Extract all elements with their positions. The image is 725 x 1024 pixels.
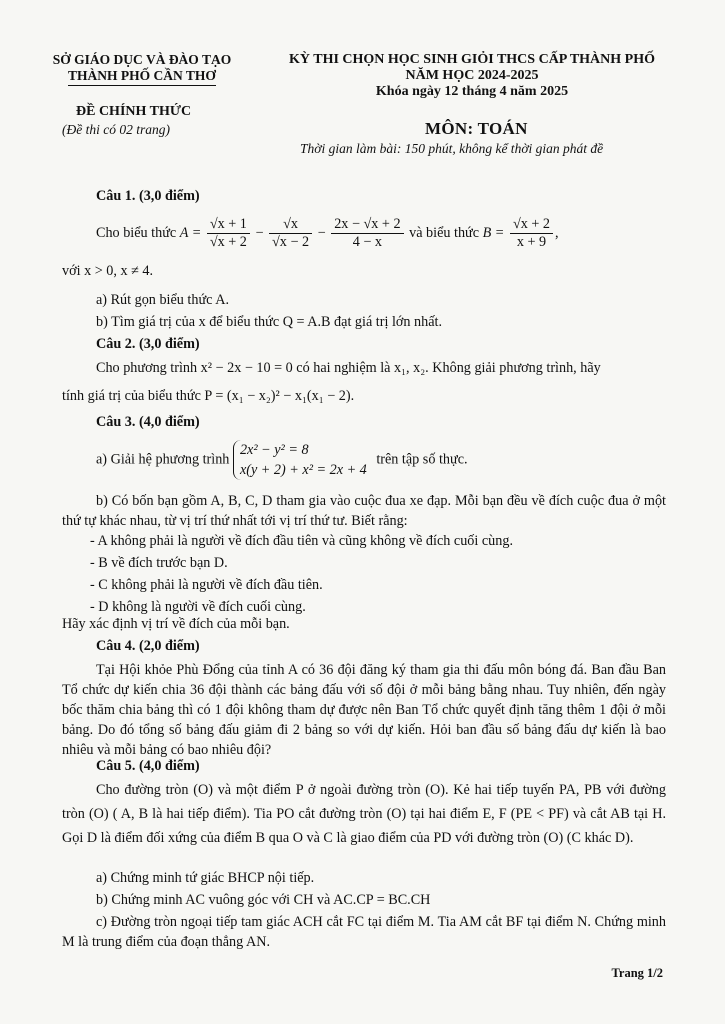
q3-a-suffix: trên tập số thực.	[376, 451, 468, 468]
official-label: ĐỀ CHÍNH THỨC	[76, 104, 192, 119]
q1-fb-num: √x + 2	[510, 216, 553, 234]
q5-part-b: b) Chứng minh AC vuông góc với CH và AC.CP = BC.CH	[96, 892, 431, 908]
q3-condition-3: - C không phải là người về đích đầu tiên.	[90, 577, 323, 593]
q1-fraction-b	[510, 216, 553, 251]
q3-condition-1: - A không phải là người về đích đầu tiên và cũng không về đích cuối cùng.	[90, 533, 513, 549]
q3-condition-2: - B về đích trước bạn D.	[90, 555, 228, 571]
q4-title: Câu 4. (2,0 điểm)	[96, 638, 200, 654]
q1-f2-den: √x − 2	[272, 234, 310, 250]
q1-a-lhs: A =	[179, 224, 202, 241]
subject-title: MÔN: TOÁN	[425, 119, 528, 138]
q5-part-c: c) Đường tròn ngoại tiếp tam giác ACH cắt FC tại điểm M. Tia AM cắt BF tại điểm N. Chứng minh M là trung điểm của đoạn thẳng AN.	[62, 914, 666, 950]
q1-expression-line: Cho biểu thức A = $\frac{√x + 1}{√x + 2}$ − $\frac{√x}{√x - 2}$ − $\frac{2x - √x + 2}{4 - x}$ và biểu thức B = $\frac{√x + 2}{x + 9}$ ,	[96, 216, 559, 250]
q1-title: Câu 1. (3,0 điểm)	[96, 188, 200, 204]
q3-part-a	[96, 440, 468, 480]
q1-f1-den: √x + 2	[209, 234, 247, 250]
q3-condition-4: - D không là người về đích cuối cùng.	[90, 599, 306, 615]
exam-date: Khóa ngày 12 tháng 4 năm 2025	[375, 84, 569, 99]
department-name: SỞ GIÁO DỤC VÀ ĐÀO TẠO	[52, 52, 232, 67]
q5-title: Câu 5. (4,0 điểm)	[96, 758, 200, 774]
equation-1: 2x² − y² = 8	[239, 442, 309, 458]
q1-part-b: b) Tìm giá trị của x để biểu thức Q = A.B đạt giá trị lớn nhất.	[96, 314, 443, 330]
q5-text: Cho đường tròn (O) và một điểm P ở ngoài đường tròn (O). Kẻ hai tiếp tuyến PA, PB với đường tròn (O) ( A, B là hai tiếp điểm). Tia PO cắt đường tròn (O) tại hai điểm E, F (PE < PF) và cắt AB tại H. Gọi D là điểm đối xứng của điểm B qua O và C là giao điểm của PD với đường tròn (O) (C khác D).	[62, 782, 666, 846]
equation-system	[233, 440, 373, 480]
exam-title: KỲ THI CHỌN HỌC SINH GIỎI THCS CẤP THÀNH PHỐ	[288, 52, 655, 67]
q1-f3-den: 4 − x	[352, 234, 383, 250]
equation-2: x(y + 2) + x² = 2x + 4	[239, 462, 367, 478]
q3-part-b-text: b) Có bốn bạn gồm A, B, C, D tham gia vào cuộc đua xe đạp. Mỗi bạn đều về đích cuộc đua ở một thứ tự khác nhau, từ vị trí thứ nhất tới vị trí thứ tư. Biết rằng:	[62, 493, 666, 529]
q1-intro: Cho biểu thức	[96, 224, 177, 241]
q3-conclusion: Hãy xác định vị trí về đích của mỗi bạn.	[62, 616, 290, 632]
q2-text-line2: tính giá trị của biểu thức P = (x₁ − x₂)² − x₁(x₁ − 2).	[62, 388, 355, 404]
department-header	[42, 52, 242, 86]
q3-a-prefix: a) Giải hệ phương trình	[96, 451, 230, 468]
q2-text-line1: Cho phương trình x² − 2x − 10 = 0 có hai nghiệm là x₁, x₂. Không giải phương trình, hãy	[96, 360, 601, 376]
q1-b-lhs: B =	[482, 224, 505, 241]
q1-and-text: và biểu thức	[409, 224, 480, 241]
q4-text: Tại Hội khỏe Phù Đổng của tỉnh A có 36 đội đăng ký tham gia thi đấu môn bóng đá. Ban đầu Ban Tổ chức dự kiến chia 36 đội thành các bảng đấu với số đội ở mỗi bảng bằng nhau. Tuy nhiên, đến ngày bốc thăm chia bảng thì có 1 đội không tham dự được nên Ban Tổ chức quyết định tăng thêm 1 đội ở mỗi bảng. Do đó tổng số bảng đấu giảm đi 2 bảng so với dự kiến. Hỏi ban đầu số bảng đấu dự kiến là bao nhiêu và mỗi bảng có bao nhiêu đội?	[62, 662, 666, 758]
q2-title: Câu 2. (3,0 điểm)	[96, 336, 200, 352]
q1-fb-den: x + 9	[516, 234, 547, 250]
q1-f1-num: √x + 1	[207, 216, 250, 234]
q3-title: Câu 3. (4,0 điểm)	[96, 414, 200, 430]
q1-part-a: a) Rút gọn biểu thức A.	[96, 292, 229, 308]
q1-condition: với x > 0, x ≠ 4.	[62, 263, 154, 279]
city-name: THÀNH PHỐ CẦN THƠ	[68, 68, 216, 86]
q1-fraction-1	[207, 216, 250, 251]
page-number: Trang 1/2	[611, 966, 663, 980]
q5-part-a: a) Chứng minh tứ giác BHCP nội tiếp.	[96, 870, 315, 886]
q1-fraction-2	[269, 216, 312, 251]
q1-f2-num: √x	[269, 216, 312, 234]
q1-f3-num: 2x − √x + 2	[331, 216, 403, 234]
page-count-note: (Đề thi có 02 trang)	[62, 122, 170, 137]
exam-header	[254, 52, 690, 100]
time-note: Thời gian làm bài: 150 phút, không kể thời gian phát đề	[300, 141, 604, 156]
school-year: NĂM HỌC 2024-2025	[405, 68, 539, 83]
q1-fraction-3	[331, 216, 403, 251]
